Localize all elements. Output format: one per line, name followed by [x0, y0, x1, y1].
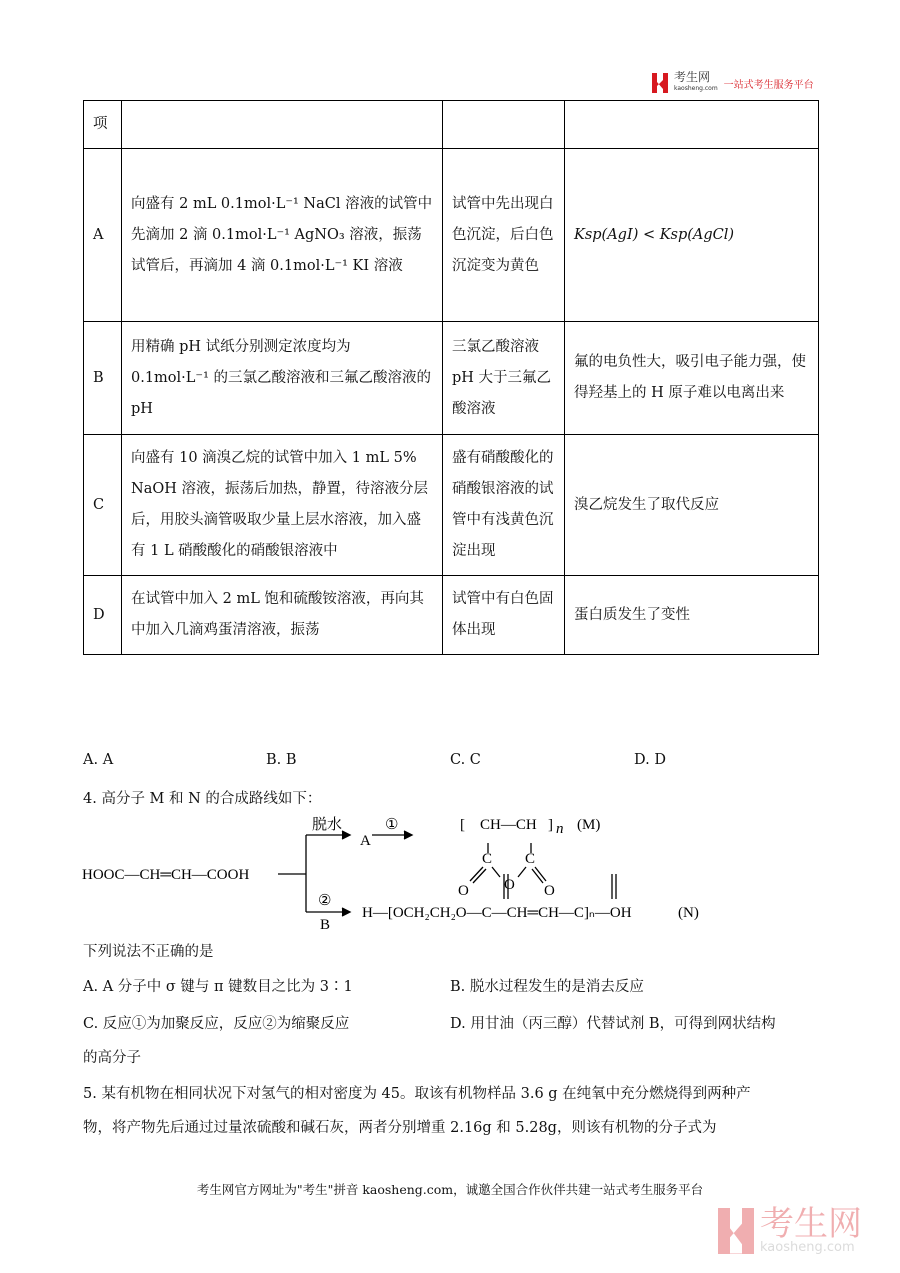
- product-n-formula: H—[OCH₂CH₂O—C—CH═CH—C]ₙ—OH: [362, 905, 632, 921]
- watermark-domain: kaosheng.com: [760, 1240, 855, 1255]
- m-carbon: C: [525, 851, 536, 867]
- row-label: A: [84, 149, 122, 322]
- header-cell: 项: [84, 101, 122, 149]
- m-subscript-n: n: [556, 821, 564, 837]
- watermark-logo: [718, 1204, 862, 1255]
- phenomenon-cell: 三氯乙酸溶液 pH 大于三氟乙酸溶液: [443, 322, 565, 435]
- table-row: [84, 322, 819, 435]
- experiment-table: [83, 100, 819, 655]
- conclusion-cell: 溴乙烷发生了取代反应: [565, 435, 819, 576]
- m-oxygen: O: [504, 877, 515, 893]
- q4-option-d: D. 用甘油（丙三醇）代替试剂 B，可得到网状结构: [450, 1016, 776, 1032]
- header-slogan: 一站式考生服务平台: [723, 79, 814, 91]
- logo-icon: [652, 73, 668, 93]
- phenomenon-cell: 盛有硝酸酸化的硝酸银溶液的试管中有浅黄色沉淀出现: [443, 435, 565, 576]
- q4-option-d-continued: 的高分子: [83, 1050, 141, 1066]
- conclusion-cell: 蛋白质发生了变性: [565, 576, 819, 655]
- table-row: [84, 435, 819, 576]
- row-label: C: [84, 435, 122, 576]
- q4-prompt: 下列说法不正确的是: [83, 944, 214, 960]
- q5-line2: 物，将产物先后通过过量浓硫酸和碱石灰，两者分别增重 2.16g 和 5.28g，则该有机物的分子式为: [83, 1120, 717, 1136]
- reactant-formula: HOOC—CH═CH—COOH: [82, 867, 250, 883]
- q3-option-d: D. D: [634, 752, 666, 768]
- logo-domain: kaosheng.com: [674, 85, 718, 92]
- phenomenon-cell: 试管中先出现白色沉淀，后白色沉淀变为黄色: [443, 149, 565, 322]
- q5-line1: 5. 某有机物在相同状况下对氢气的相对密度为 45。取该有机物样品 3.6 g 在纯氧中充分燃烧得到两种产: [83, 1086, 751, 1102]
- dehydration-label: 脱水: [312, 817, 343, 833]
- row-label: B: [84, 322, 122, 435]
- footer-text: 考生网官方网址为"考生"拼音 kaosheng.com，诚邀全国合作伙伴共建一站式考生服务平台: [196, 1182, 704, 1197]
- operation-cell: 向盛有 10 滴溴乙烷的试管中加入 1 mL 5% NaOH 溶液，振荡后加热，静置，待溶液分层后，用胶头滴管吸取少量上层水溶液，加入盛有 1 L 硝酸酸化的硝酸银溶液中: [122, 435, 443, 576]
- table-row: [84, 149, 819, 322]
- table-row: [84, 576, 819, 655]
- table-header-row: [84, 101, 819, 149]
- m-bracket-close: ]: [548, 817, 553, 833]
- product-m-label: (M): [577, 817, 601, 833]
- q4-option-b: B. 脱水过程发生的是消去反应: [450, 979, 644, 995]
- operation-cell: 在试管中加入 2 mL 饱和硫酸铵溶液，再向其中加入几滴鸡蛋清溶液，振荡: [122, 576, 443, 655]
- product-n-label: (N): [678, 905, 699, 921]
- q4-option-c: C. 反应①为加聚反应，反应②为缩聚反应: [83, 1016, 350, 1032]
- q4-option-a: A. A 分子中 σ 键与 π 键数目之比为 3∶1: [83, 979, 353, 995]
- conclusion-cell: Ksp(AgI) < Ksp(AgCl): [565, 149, 819, 322]
- step2-label: ②: [318, 893, 332, 909]
- reagent-b: B: [320, 917, 331, 933]
- m-carbon: C: [482, 851, 493, 867]
- intermediate-a: A: [360, 833, 371, 849]
- watermark-name: 考生网: [760, 1204, 862, 1244]
- step1-label: ①: [385, 817, 399, 833]
- q3-option-c: C. C: [450, 752, 481, 768]
- operation-cell: 用精确 pH 试纸分别测定浓度均为 0.1mol·L⁻¹ 的三氯乙酸溶液和三氟乙酸溶液的 pH: [122, 322, 443, 435]
- operation-cell: 向盛有 2 mL 0.1mol·L⁻¹ NaCl 溶液的试管中先滴加 2 滴 0.1mol·L⁻¹ AgNO₃ 溶液，振荡试管后，再滴加 4 滴 0.1mol·L⁻¹ KI 溶液: [122, 149, 443, 322]
- m-oxygen: O: [458, 883, 469, 899]
- m-oxygen: O: [544, 883, 555, 899]
- q3-option-b: B. B: [266, 752, 297, 768]
- synthesis-route-diagram: [80, 805, 740, 935]
- logo-name: 考生网: [674, 70, 711, 84]
- watermark-icon: [718, 1208, 754, 1254]
- m-backbone: CH—CH: [480, 817, 537, 833]
- row-label: D: [84, 576, 122, 655]
- conclusion-cell: 氟的电负性大，吸引电子能力强，使得羟基上的 H 原子难以电离出来: [565, 322, 819, 435]
- phenomenon-cell: 试管中有白色固体出现: [443, 576, 565, 655]
- m-bracket-open: [: [460, 817, 465, 833]
- q3-option-a: A. A: [83, 752, 114, 768]
- q4-stem: 4. 高分子 M 和 N 的合成路线如下：: [83, 791, 322, 807]
- header-logo: [652, 72, 814, 94]
